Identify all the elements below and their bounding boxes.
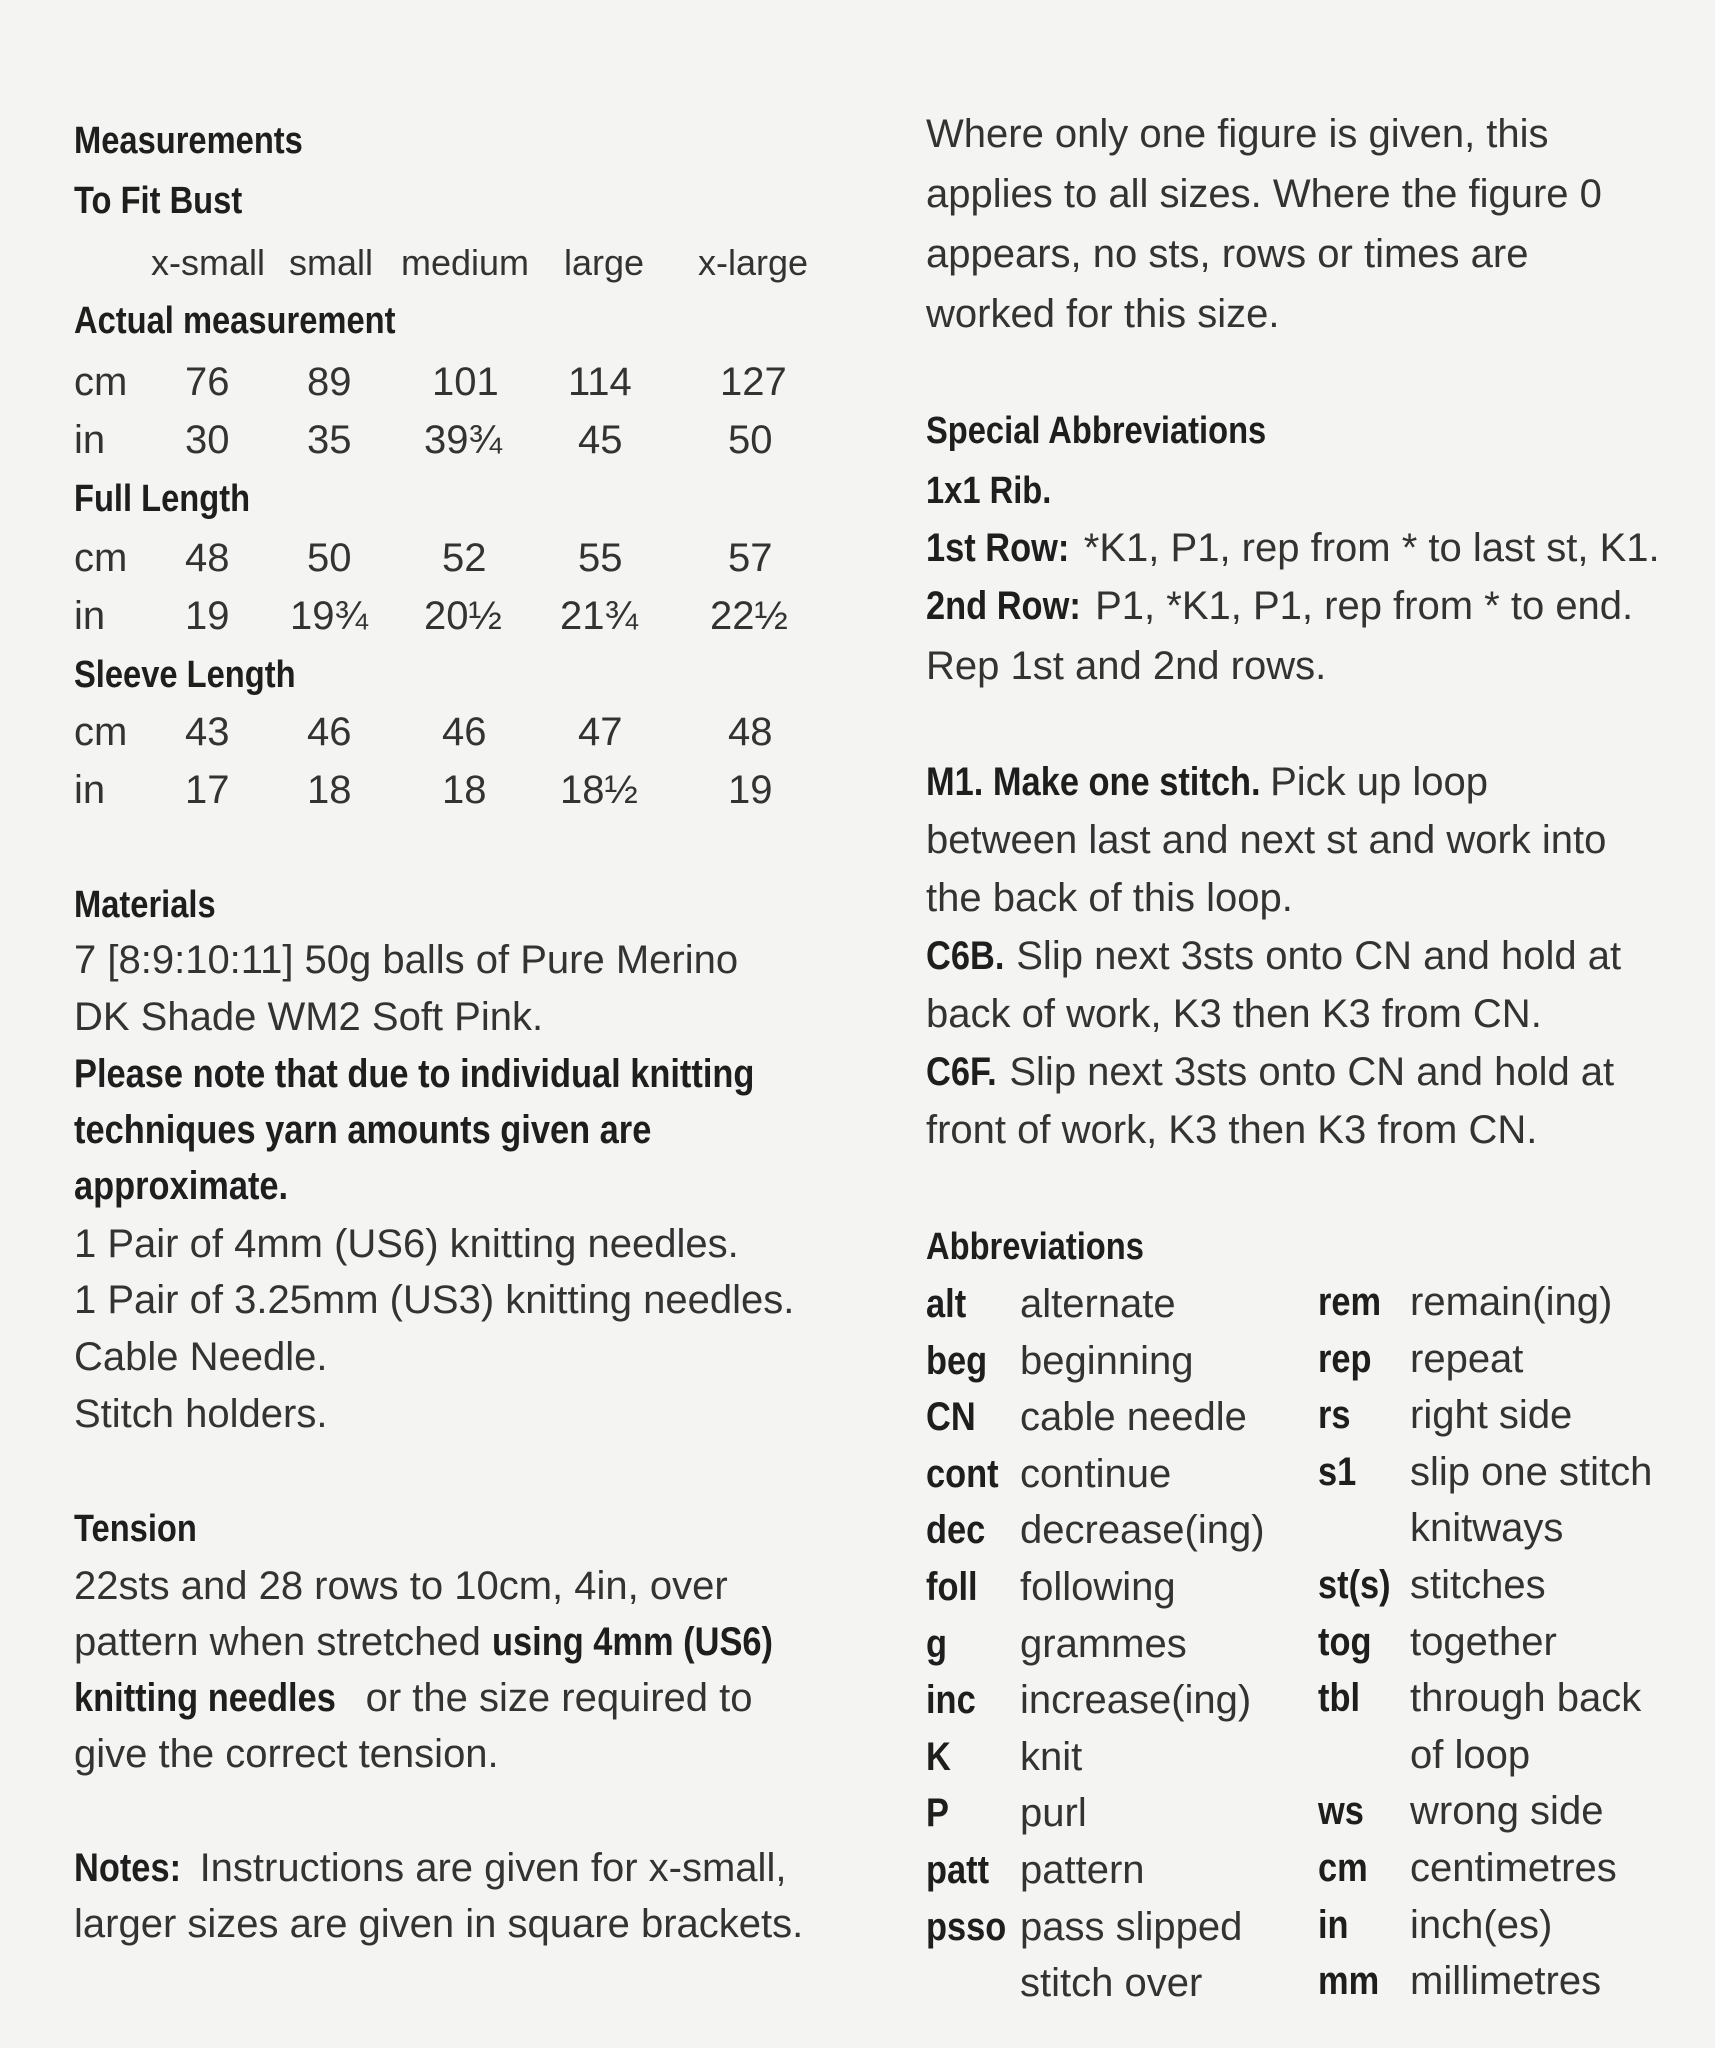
c6b-line: back of work, K3 then K3 from CN. [926,992,1542,1036]
notes-line: larger sizes are given in square brackets. [74,1902,804,1946]
m1-line: between last and next st and work into [926,818,1607,862]
actual-measurement-heading: Actual measurement [74,300,396,342]
rib-heading: 1x1 Rib. [926,470,1052,512]
full-length-heading: Full Length [74,478,251,520]
size-label: large [564,242,645,283]
value-cell: 46 [307,710,352,754]
c6f-text: Slip next 3sts onto CN and hold at [998,1050,1615,1094]
abbreviation-term: ws [1318,1789,1364,1834]
abbreviation-term: rep [1318,1336,1372,1381]
abbreviation-term: rs [1318,1393,1351,1438]
materials-line: 1 Pair of 3.25mm (US3) knitting needles. [74,1278,795,1322]
materials-line: DK Shade WM2 Soft Pink. [74,995,544,1039]
tension-line: give the correct tension. [74,1732,499,1776]
rib-row-1 [926,526,1660,571]
abbreviation-definition: continue [1020,1451,1172,1496]
abbreviation-term: tbl [1318,1676,1361,1721]
value-cell: 55 [578,536,623,580]
m1-text: Pick up loop [1258,760,1489,804]
notes-label: Notes: [74,1846,182,1890]
tension-text: pattern when stretched [74,1620,493,1664]
abbreviation-definition: beginning [1020,1338,1194,1383]
materials-note-text: Please note that due to individual knitting [74,1052,755,1096]
abbreviation-definition: slip one stitch [1410,1449,1653,1494]
c6f-line: front of work, K3 then K3 from CN. [926,1108,1538,1152]
value-cell: 18 [307,768,352,812]
unit-label: cm [74,710,128,754]
value-cell: 43 [185,710,230,754]
tension-text: or the size required to [354,1676,753,1720]
value-cell: 19¾ [290,594,368,638]
intro-line: Where only one figure is given, this [926,112,1549,156]
m1-line [926,760,1488,805]
measurements-heading: Measurements [74,120,303,162]
m1-line: the back of this loop. [926,876,1293,920]
abbreviation-term: g [926,1621,948,1666]
intro-line: appears, no sts, rows or times are [926,232,1529,276]
value-cell: 19 [728,768,773,812]
abbreviation-term: inc [926,1678,976,1723]
abbreviation-definition: increase(ing) [1020,1678,1252,1723]
materials-line: 7 [8:9:10:11] 50g balls of Pure Merino [74,938,739,982]
abbreviation-definition: knitways [1410,1506,1564,1551]
abbreviation-definition: together [1410,1619,1557,1664]
abbreviation-definition: following [1020,1565,1176,1609]
row-label: 1st Row: [926,526,1070,570]
sleeve-length-heading: Sleeve Length [74,654,296,696]
c6f-label: C6F. [926,1050,997,1094]
value-cell: 39¾ [424,418,502,462]
abbreviation-term: P [926,1791,949,1836]
value-cell: 19 [185,594,230,638]
value-cell: 76 [185,360,230,404]
size-label: small [289,242,374,283]
value-cell: 46 [442,710,487,754]
value-cell: 127 [720,360,787,404]
tension-heading: Tension [74,1508,197,1550]
abbreviation-definition: pass slipped [1020,1904,1243,1949]
tension-line: 22sts and 28 rows to 10cm, 4in, over [74,1564,728,1608]
to-fit-bust-heading: To Fit Bust [74,180,243,222]
abbreviation-term: s1 [1318,1449,1357,1494]
abbreviation-term: st(s) [1318,1563,1391,1607]
unit-label: in [74,594,106,638]
abbreviation-term: mm [1318,1959,1380,2004]
value-cell: 21¾ [560,594,638,638]
abbreviation-definition: alternate [1020,1282,1176,1326]
value-cell: 47 [578,710,623,754]
materials-line: Cable Needle. [74,1335,328,1379]
value-cell: 20½ [424,594,502,638]
abbreviations-heading: Abbreviations [926,1226,1144,1268]
abbreviation-term: rem [1318,1280,1382,1324]
value-cell: 48 [728,710,773,754]
value-cell: 45 [578,418,623,462]
materials-note [74,1164,323,1209]
unit-label: in [74,768,106,812]
unit-label: cm [74,536,128,580]
materials-note [74,1108,745,1153]
abbreviation-term: beg [926,1338,988,1383]
value-cell: 101 [432,360,499,404]
value-cell: 22½ [710,594,788,638]
c6b-text: Slip next 3sts onto CN and hold at [1005,934,1622,978]
abbreviation-term: in [1318,1902,1349,1947]
materials-line: Stitch holders. [74,1392,328,1436]
rib-repeat: Rep 1st and 2nd rows. [926,644,1327,688]
value-cell: 50 [728,418,773,462]
materials-heading: Materials [74,884,216,926]
abbreviation-term: cm [1318,1846,1368,1890]
abbreviation-definition: inch(es) [1410,1902,1553,1947]
materials-note-text: approximate. [74,1164,289,1208]
tension-line [74,1676,753,1721]
abbreviation-term: CN [926,1395,976,1440]
row-text: P1, *K1, P1, rep from * to end. [1083,584,1634,628]
abbreviation-term: tog [1318,1619,1372,1664]
value-cell: 18 [442,768,487,812]
abbreviation-term: dec [926,1508,986,1553]
c6f-line [926,1050,1614,1095]
abbreviation-definition: decrease(ing) [1020,1508,1265,1553]
abbreviation-term: foll [926,1565,978,1609]
size-label: x-small [151,242,265,283]
abbreviation-term: psso [926,1904,1007,1949]
size-label: medium [401,242,530,283]
materials-note [74,1052,865,1097]
tension-bold-text: using 4mm (US6) [492,1620,774,1664]
value-cell: 114 [568,360,632,404]
size-label: x-large [698,242,809,283]
abbreviation-definition: stitches [1410,1563,1546,1607]
materials-note-text: techniques yarn amounts given are [74,1108,652,1152]
notes-line [74,1846,786,1891]
special-abbreviations-heading: Special Abbreviations [926,410,1267,452]
abbreviation-definition: grammes [1020,1621,1187,1666]
value-cell: 89 [307,360,352,404]
intro-line: applies to all sizes. Where the figure 0 [926,172,1602,216]
value-cell: 35 [307,418,352,462]
abbreviation-definition: centimetres [1410,1846,1617,1890]
value-cell: 30 [185,418,230,462]
value-cell: 17 [185,768,230,812]
intro-line: worked for this size. [926,292,1280,336]
m1-label: M1. Make one stitch. [926,760,1261,804]
unit-label: in [74,418,106,462]
value-cell: 48 [185,536,230,580]
abbreviation-term: patt [926,1848,990,1892]
abbreviation-term: alt [926,1282,967,1326]
abbreviation-definition: stitch over [1020,1961,1203,2006]
abbreviation-term: cont [926,1451,999,1496]
abbreviation-definition: of loop [1410,1732,1531,1777]
abbreviation-definition: purl [1020,1791,1087,1836]
value-cell: 52 [442,536,487,580]
abbreviation-definition: repeat [1410,1336,1524,1381]
abbreviation-definition: through back [1410,1676,1642,1721]
abbreviation-definition: knit [1020,1734,1083,1779]
value-cell: 50 [307,536,352,580]
abbreviation-definition: wrong side [1410,1789,1604,1834]
notes-text: Instructions are given for x-small, [188,1846,787,1890]
row-label: 2nd Row: [926,584,1081,628]
value-cell: 18½ [560,768,638,812]
value-cell: 57 [728,536,773,580]
row-text: *K1, P1, rep from * to last st, K1. [1072,526,1660,570]
tension-line [74,1620,819,1665]
abbreviation-definition: remain(ing) [1410,1280,1613,1324]
tension-bold-text: knitting needles [74,1676,336,1720]
c6b-label: C6B. [926,934,1005,978]
materials-line: 1 Pair of 4mm (US6) knitting needles. [74,1222,739,1266]
abbreviation-definition: cable needle [1020,1395,1247,1440]
abbreviation-definition: right side [1410,1393,1573,1438]
unit-label: cm [74,360,128,404]
abbreviation-term: K [926,1734,951,1779]
abbreviation-definition: millimetres [1410,1959,1602,2004]
abbreviation-definition: pattern [1020,1848,1145,1892]
rib-row-2 [926,584,1633,629]
c6b-line [926,934,1621,979]
